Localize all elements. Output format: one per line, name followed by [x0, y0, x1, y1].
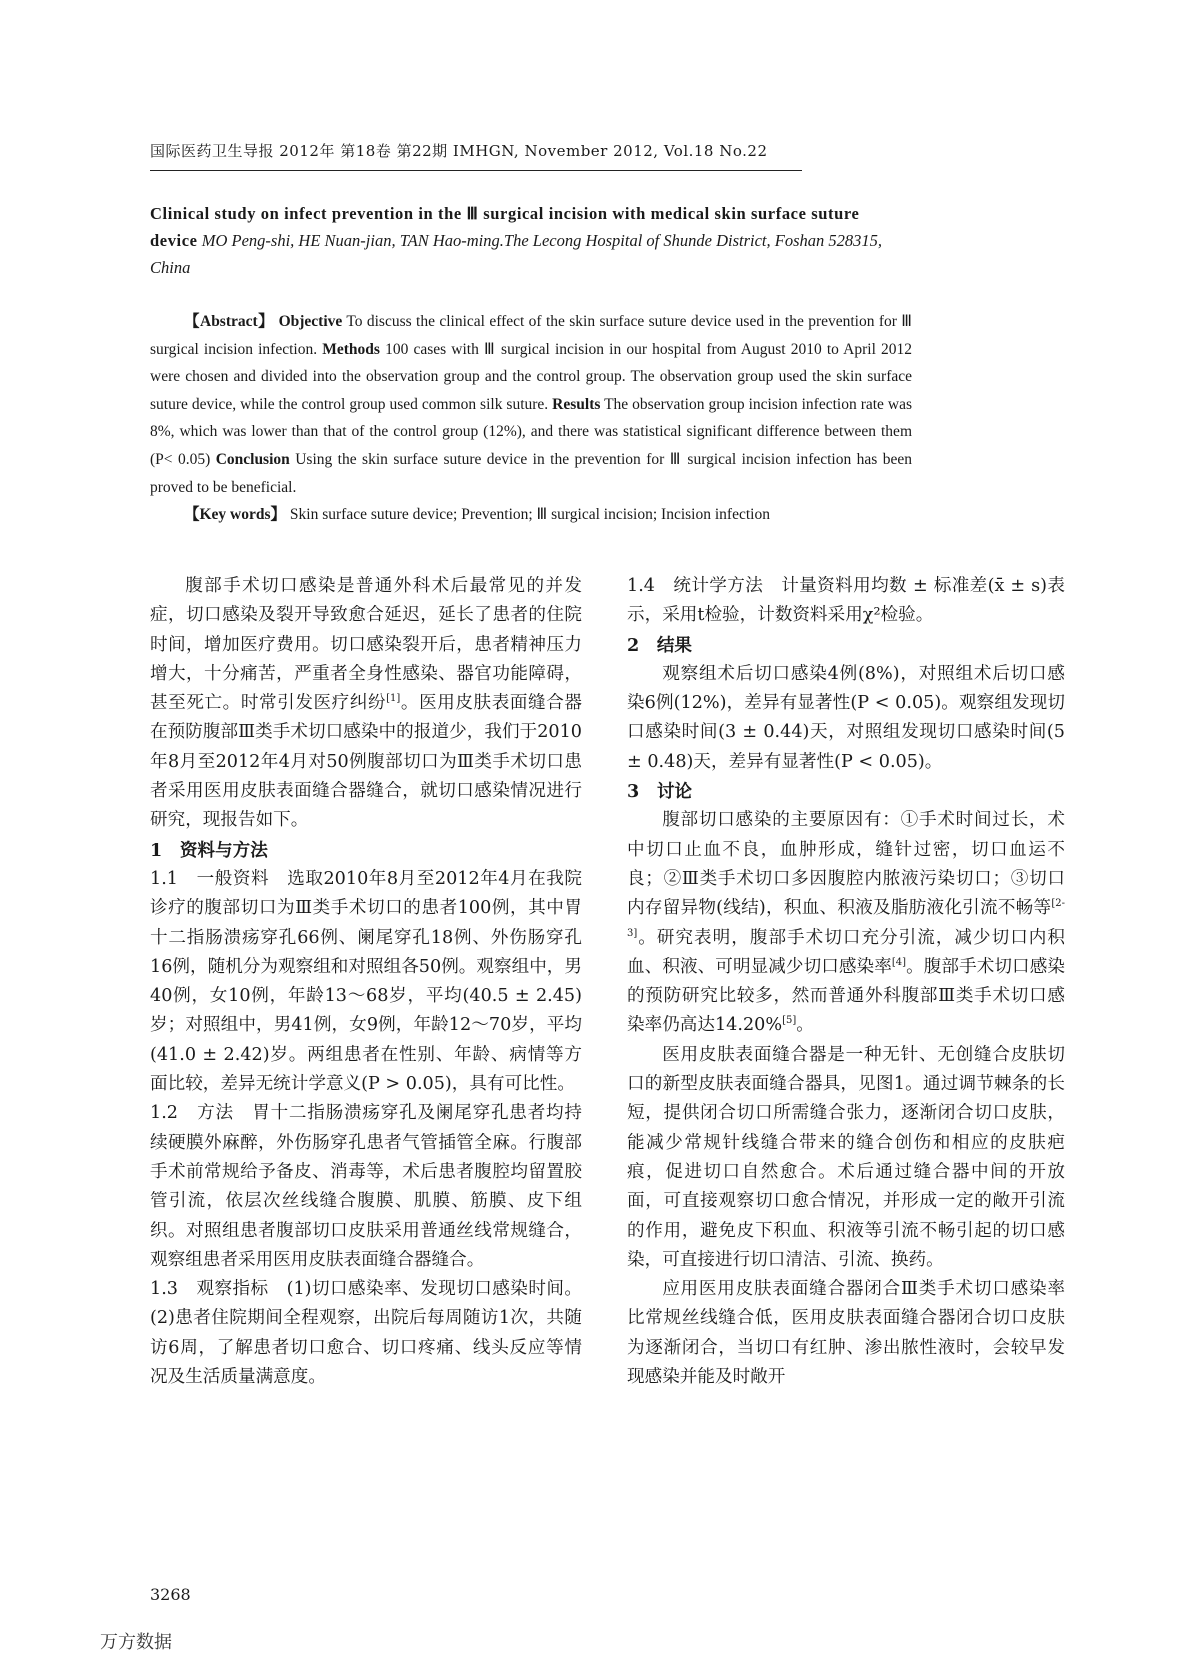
english-title: Clinical study on infect prevention in the Ⅲ surgical incision with medical skin surface suture device — [150, 204, 860, 250]
header-rule — [150, 170, 802, 171]
keywords-label: 【Key words】 — [184, 506, 287, 524]
discussion-text-b: 。研究表明，腹部手术切口充分引流，减少切口内积血、积液、可明显减少切口感染率 — [627, 927, 1065, 977]
citation-1: [1] — [386, 693, 401, 705]
section-1-2: 1.2 方法 胃十二指肠溃疡穿孔及阑尾穿孔患者均持续硬膜外麻醉，外伤肠穿孔患者气管插管全麻。行腹部手术前常规给予备皮、消毒等，术后患者腹腔均留置胶管引流，依层次丝线缝合腹膜、肌膜、筋膜、皮下组织。对照组患者腹部切口皮肤采用普通丝线常规缝合，观察组患者采用医用皮肤表面缝合器缝合。 — [150, 1103, 582, 1270]
results-paragraph: 观察组术后切口感染4例(8%)，对照组术后切口感染6例(12%)，差异有显著性(P < 0.05)。观察组发现切口感染时间(3 ± 0.44)天，对照组发现切口感染时间(5 ± 0.48)天，差异有显著性(P < 0.05)。 — [627, 663, 1065, 772]
english-title-block — [150, 200, 910, 281]
discussion-text-end: 。 — [796, 1015, 814, 1036]
discussion-paragraph-3: 应用医用皮肤表面缝合器闭合Ⅲ类手术切口感染率比常规丝线缝合低，医用皮肤表面缝合器闭合切口皮肤为逐渐闭合，当切口有红肿、渗出脓性液时，会较早发现感染并能及时敞开 — [627, 1279, 1065, 1388]
intro-paragraph — [150, 572, 582, 836]
abstract-body — [150, 308, 912, 501]
section-1-1: 1.1 一般资料 选取2010年8月至2012年4月在我院诊疗的腹部切口为Ⅲ类手术切口的患者100例，其中胃十二指肠溃疡穿孔66例、阑尾穿孔18例、外伤肠穿孔16例，随机分为观察组和对照组各50例。观察组中，男40例，女10例，年龄13～68岁，平均(40.5 ± 2.45)岁；对照组中，男41例，女9例，年龄12～70岁，平均(41.0 ± 2.42)岁。两组患者在性别、年龄、病情等方面比较，差异无统计学意义(P > 0.05)，具有可比性。 — [150, 868, 582, 1095]
section-heading-2: 2 结果 — [627, 634, 693, 656]
conclusion-label: Conclusion — [215, 450, 290, 468]
english-authors: MO Peng-shi, HE Nuan-jian, TAN Hao-ming.The Lecong Hospital of Shunde District, Foshan 528315, China — [150, 231, 883, 277]
intro-text-end: 。医用皮肤表面缝合器在预防腹部Ⅲ类手术切口感染中的报道少，我们于2010年8月至2012年4月对50例腹部切口为Ⅲ类手术切口患者采用医用皮肤表面缝合器缝合，就切口感染情况进行研究，现报告如下。 — [150, 693, 582, 831]
citation-2-3: [2-3] — [627, 898, 1065, 939]
left-column — [150, 572, 582, 1392]
results-text: The observation group incision infection rate was 8%, which was lower than that of the control group (12%), and there was statistical significant difference between them (P< 0.05) — [150, 395, 912, 468]
citation-4: [4] — [891, 957, 907, 968]
section-1-4: 1.4 统计学方法 计量资料用均数 ± 标准差(x̄ ± s)表示，采用t检验，计数资料采用χ²检验。 — [627, 576, 1065, 626]
abstract — [150, 308, 912, 529]
keywords — [150, 501, 912, 529]
methods-text: 100 cases with Ⅲ surgical incision in our hospital from August 2010 to April 2012 were chosen and divided into the observation group and the control group. The observation group used the skin surface suture device, while the control group used common silk suture. — [150, 340, 913, 413]
discussion-paragraph-1 — [627, 806, 1065, 1040]
conclusion-text: Using the skin surface suture device in the prevention for Ⅲ surgical incision infection has been proved to be beneficial. — [150, 450, 913, 496]
objective-label: Objective — [278, 313, 343, 330]
objective-text: To discuss the clinical effect of the skin surface suture device used in the prevention for Ⅲ surgical incision infection. — [150, 313, 912, 358]
journal-header: 国际医药卫生导报 2012年 第18卷 第22期 IMHGN, November 2012, Vol.18 No.22 — [150, 142, 768, 160]
discussion-text-a: 腹部切口感染的主要原因有：①手术时间过长，术中切口止血不良，血肿形成，缝针过密，切口血运不良；②Ⅲ类手术切口多因腹腔内脓液污染切口；③切口内存留异物(线结)，积血、积液及脂肪液化引流不畅等 — [627, 810, 1065, 919]
abstract-label: 【Abstract】 — [184, 313, 275, 330]
discussion-text-c: 。腹部手术切口感染的预防研究比较多，然而普通外科腹部Ⅲ类手术切口感染率仍高达14.20% — [627, 956, 1065, 1036]
watermark: 万方数据 — [100, 1632, 172, 1653]
right-column — [627, 572, 1065, 1392]
intro-text: 腹部手术切口感染是普通外科术后最常见的并发症，切口感染及裂开导致愈合延迟，延长了患者的住院时间，增加医疗费用。切口感染裂开后，患者精神压力增大，十分痛苦，严重者全身性感染、器官功能障碍，甚至死亡。时常引发医疗纠纷 — [150, 576, 582, 714]
results-label: Results — [552, 395, 601, 413]
section-heading-1: 1 资料与方法 — [150, 839, 268, 861]
page-number: 3268 — [150, 1585, 191, 1604]
section-heading-3: 3 讨论 — [627, 781, 693, 803]
section-1-3: 1.3 观察指标 (1)切口感染率、发现切口感染时间。(2)患者住院期间全程观察，出院后每周随访1次，共随访6周，了解患者切口愈合、切口疼痛、线头反应等情况及生活质量满意度。 — [150, 1279, 582, 1388]
methods-label: Methods — [322, 340, 380, 358]
discussion-paragraph-2: 医用皮肤表面缝合器是一种无针、无创缝合皮肤切口的新型皮肤表面缝合器具，见图1。通过调节棘条的长短，提供闭合切口所需缝合张力，逐渐闭合切口皮肤，能减少常规针线缝合带来的缝合创伤和相应的皮肤疤痕，促进切口自然愈合。术后通过缝合器中间的开放面，可直接观察切口愈合情况，并形成一定的敞开引流的作用，避免皮下积血、积液等引流不畅引起的切口感染，可直接进行切口清洁、引流、换药。 — [627, 1044, 1065, 1270]
keywords-text: Skin surface suture device; Prevention; Ⅲ surgical incision; Incision infection — [289, 506, 770, 524]
citation-5: [5] — [782, 1015, 797, 1027]
